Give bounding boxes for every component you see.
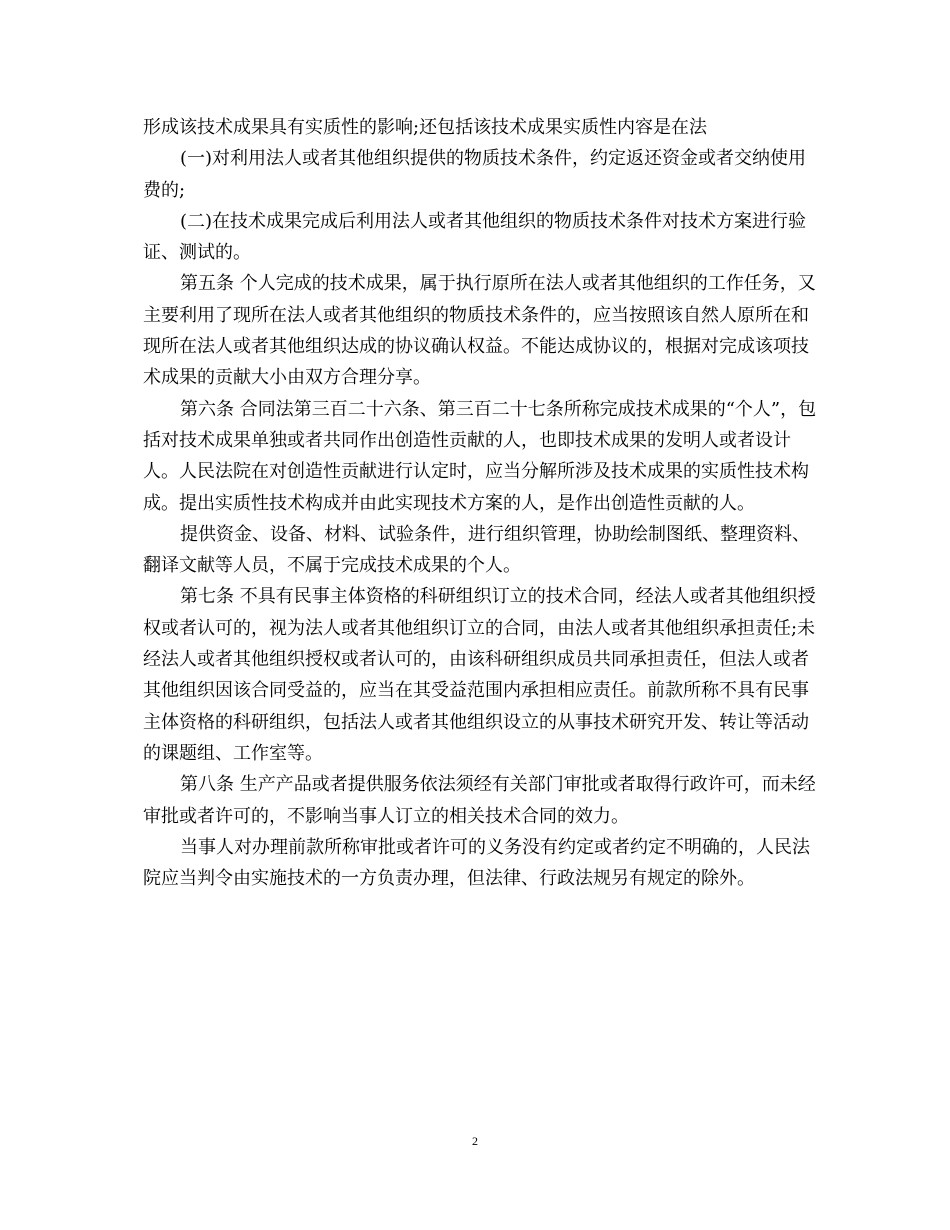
- paragraph-1: 形成该技术成果具有实质性的影响;还包括该技术成果实质性内容是在法: [143, 117, 708, 138]
- paragraph-9: 当事人对办理前款所称审批或者许可的义务没有约定或者约定不明确的，人民法院应当判令由实施技术的一方负责办理，但法律、行政法规另有规定的除外。: [143, 836, 810, 890]
- paragraph-6: 提供资金、设备、材料、试验条件，进行组织管理，协助绘制图纸、整理资料、翻译文献等人员，不属于完成技术成果的个人。: [143, 523, 810, 577]
- paragraph-4: 第五条 个人完成的技术成果，属于执行原所在法人或者其他组织的工作任务，又主要利用了现所在法人或者其他组织的物质技术条件的，应当按照该自然人原所在和现所在法人或者其他组织达成的协议确认权益。不能达成协议的，根据对完成该项技术成果的贡献大小由双方合理分享。: [143, 273, 816, 389]
- paragraph-3: (二)在技术成果完成后利用法人或者其他组织的物质技术条件对技术方案进行验证、测试的。: [143, 210, 807, 264]
- paragraph-5: 第六条 合同法第三百二十六条、第三百二十七条所称完成技术成果的“个人”，包括对技术成果单独或者共同作出创造性贡献的人，也即技术成果的发明人或者设计人。人民法院在对创造性贡献进行认定时，应当分解所涉及技术成果的实质性技术构成。提出实质性技术构成并由此实现技术方案的人，是作出创造性贡献的人。: [143, 398, 817, 514]
- paragraph-8: 第八条 生产产品或者提供服务依法须经有关部门审批或者取得行政许可，而未经审批或者许可的，不影响当事人订立的相关技术合同的效力。: [143, 774, 816, 827]
- paragraph-7: 第七条 不具有民事主体资格的科研组织订立的技术合同，经法人或者其他组织授权或者认可的，视为法人或者其他组织订立的合同，由法人或者其他组织承担责任;未经法人或者其他组织授权或者认可的，由该科研组织成员共同承担责任，但法人或者其他组织因该合同受益的，应当在其受益范围内承担相应责任。前款所称不具有民事主体资格的科研组织，包括法人或者其他组织设立的从事技术研究开发、转让等活动的课题组、工作室等。: [143, 586, 816, 764]
- body-text: [143, 112, 823, 894]
- paragraph-2: (一)对利用法人或者其他组织提供的物质技术条件，约定返还资金或者交纳使用费的;: [143, 148, 807, 201]
- page-number: 2: [472, 1134, 478, 1148]
